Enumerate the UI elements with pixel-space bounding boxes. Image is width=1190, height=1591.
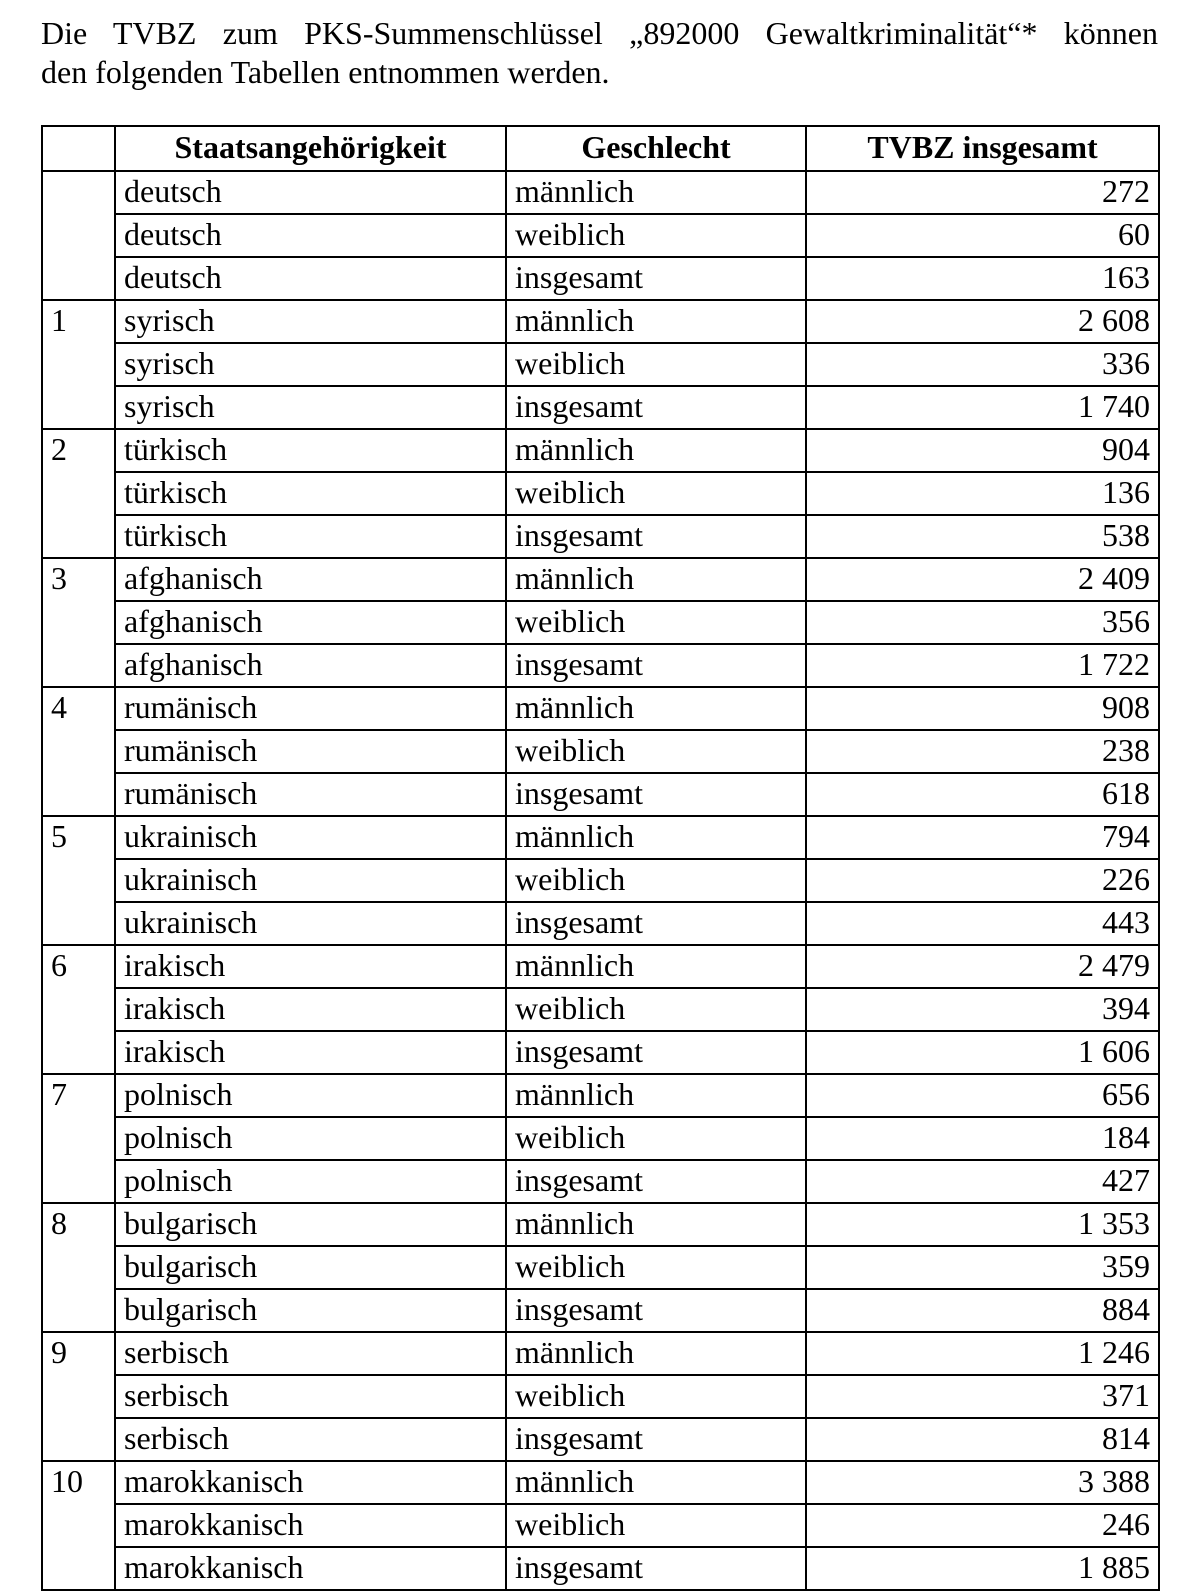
nationality-cell: afghanisch xyxy=(115,644,506,687)
nationality-cell: irakisch xyxy=(115,945,506,988)
value-cell: 356 xyxy=(806,601,1159,644)
gender-cell: insgesamt xyxy=(506,644,806,687)
value-cell: 814 xyxy=(806,1418,1159,1461)
value-cell: 538 xyxy=(806,515,1159,558)
value-cell: 443 xyxy=(806,902,1159,945)
nationality-cell: afghanisch xyxy=(115,558,506,601)
table-row xyxy=(42,1031,1159,1074)
nationality-cell: bulgarisch xyxy=(115,1203,506,1246)
nationality-cell: afghanisch xyxy=(115,601,506,644)
gender-cell: insgesamt xyxy=(506,257,806,300)
gender-cell: insgesamt xyxy=(506,1547,806,1590)
intro-paragraph xyxy=(41,14,1158,92)
nationality-cell: türkisch xyxy=(115,429,506,472)
nationality-cell: bulgarisch xyxy=(115,1289,506,1332)
table-row xyxy=(42,1117,1159,1160)
table-row xyxy=(42,945,1159,988)
row-number-cell xyxy=(42,171,115,300)
nationality-cell: rumänisch xyxy=(115,687,506,730)
table-row xyxy=(42,1504,1159,1547)
row-number-cell: 10 xyxy=(42,1461,115,1590)
value-cell: 884 xyxy=(806,1289,1159,1332)
gender-cell: insgesamt xyxy=(506,1289,806,1332)
value-cell: 1 606 xyxy=(806,1031,1159,1074)
value-cell: 163 xyxy=(806,257,1159,300)
table-row xyxy=(42,687,1159,730)
table-row xyxy=(42,644,1159,687)
value-cell: 246 xyxy=(806,1504,1159,1547)
gender-cell: insgesamt xyxy=(506,773,806,816)
header-row xyxy=(42,126,1159,171)
gender-cell: weiblich xyxy=(506,1117,806,1160)
value-cell: 226 xyxy=(806,859,1159,902)
table-row xyxy=(42,1418,1159,1461)
row-number-cell: 7 xyxy=(42,1074,115,1203)
col-header-gender: Geschlecht xyxy=(506,126,806,171)
nationality-cell: polnisch xyxy=(115,1160,506,1203)
value-cell: 656 xyxy=(806,1074,1159,1117)
gender-cell: männlich xyxy=(506,1203,806,1246)
nationality-cell: polnisch xyxy=(115,1117,506,1160)
nationality-cell: marokkanisch xyxy=(115,1461,506,1504)
nationality-cell: türkisch xyxy=(115,472,506,515)
value-cell: 2 479 xyxy=(806,945,1159,988)
gender-cell: weiblich xyxy=(506,730,806,773)
gender-cell: insgesamt xyxy=(506,515,806,558)
table-row xyxy=(42,816,1159,859)
table-row xyxy=(42,386,1159,429)
table-row xyxy=(42,859,1159,902)
gender-cell: weiblich xyxy=(506,343,806,386)
value-cell: 136 xyxy=(806,472,1159,515)
nationality-cell: bulgarisch xyxy=(115,1246,506,1289)
value-cell: 427 xyxy=(806,1160,1159,1203)
intro-line-1: Die TVBZ zum PKS-Summenschlüssel „892000 Gewaltkriminalität“* können xyxy=(41,15,1158,51)
table-row xyxy=(42,988,1159,1031)
table-row xyxy=(42,429,1159,472)
gender-cell: weiblich xyxy=(506,1504,806,1547)
table-row xyxy=(42,902,1159,945)
table-row xyxy=(42,1375,1159,1418)
nationality-cell: ukrainisch xyxy=(115,902,506,945)
row-number-cell: 8 xyxy=(42,1203,115,1332)
nationality-cell: irakisch xyxy=(115,1031,506,1074)
gender-cell: männlich xyxy=(506,1461,806,1504)
nationality-cell: rumänisch xyxy=(115,773,506,816)
value-cell: 1 740 xyxy=(806,386,1159,429)
table-row xyxy=(42,730,1159,773)
table-row xyxy=(42,1461,1159,1504)
row-number-cell: 5 xyxy=(42,816,115,945)
value-cell: 3 388 xyxy=(806,1461,1159,1504)
table-row xyxy=(42,558,1159,601)
gender-cell: männlich xyxy=(506,816,806,859)
value-cell: 394 xyxy=(806,988,1159,1031)
gender-cell: männlich xyxy=(506,558,806,601)
gender-cell: männlich xyxy=(506,687,806,730)
row-number-cell: 2 xyxy=(42,429,115,558)
table-row xyxy=(42,472,1159,515)
gender-cell: männlich xyxy=(506,1332,806,1375)
gender-cell: männlich xyxy=(506,429,806,472)
table-row xyxy=(42,515,1159,558)
nationality-cell: türkisch xyxy=(115,515,506,558)
gender-cell: insgesamt xyxy=(506,386,806,429)
nationality-cell: deutsch xyxy=(115,257,506,300)
value-cell: 371 xyxy=(806,1375,1159,1418)
value-cell: 359 xyxy=(806,1246,1159,1289)
nationality-cell: ukrainisch xyxy=(115,859,506,902)
gender-cell: männlich xyxy=(506,171,806,214)
table-row xyxy=(42,343,1159,386)
value-cell: 1 353 xyxy=(806,1203,1159,1246)
gender-cell: insgesamt xyxy=(506,1160,806,1203)
table-row xyxy=(42,171,1159,214)
value-cell: 904 xyxy=(806,429,1159,472)
value-cell: 1 885 xyxy=(806,1547,1159,1590)
row-number-cell: 1 xyxy=(42,300,115,429)
gender-cell: weiblich xyxy=(506,601,806,644)
gender-cell: insgesamt xyxy=(506,1418,806,1461)
table-row xyxy=(42,1332,1159,1375)
gender-cell: weiblich xyxy=(506,1375,806,1418)
tvbz-table xyxy=(41,125,1160,1591)
nationality-cell: syrisch xyxy=(115,343,506,386)
nationality-cell: syrisch xyxy=(115,386,506,429)
table-row xyxy=(42,257,1159,300)
row-number-cell: 9 xyxy=(42,1332,115,1461)
row-number-cell: 6 xyxy=(42,945,115,1074)
gender-cell: männlich xyxy=(506,945,806,988)
nationality-cell: marokkanisch xyxy=(115,1504,506,1547)
table-row xyxy=(42,300,1159,343)
nationality-cell: serbisch xyxy=(115,1375,506,1418)
nationality-cell: irakisch xyxy=(115,988,506,1031)
nationality-cell: serbisch xyxy=(115,1418,506,1461)
value-cell: 272 xyxy=(806,171,1159,214)
gender-cell: insgesamt xyxy=(506,902,806,945)
table-row xyxy=(42,1289,1159,1332)
table-row xyxy=(42,1547,1159,1590)
gender-cell: weiblich xyxy=(506,988,806,1031)
value-cell: 1 246 xyxy=(806,1332,1159,1375)
table-row xyxy=(42,214,1159,257)
gender-cell: weiblich xyxy=(506,859,806,902)
value-cell: 908 xyxy=(806,687,1159,730)
table-row xyxy=(42,1246,1159,1289)
table-row xyxy=(42,1203,1159,1246)
nationality-cell: deutsch xyxy=(115,214,506,257)
table-row xyxy=(42,1160,1159,1203)
table-row xyxy=(42,1074,1159,1117)
nationality-cell: polnisch xyxy=(115,1074,506,1117)
table-row xyxy=(42,601,1159,644)
col-header-index xyxy=(42,126,115,171)
row-number-cell: 3 xyxy=(42,558,115,687)
gender-cell: männlich xyxy=(506,1074,806,1117)
value-cell: 1 722 xyxy=(806,644,1159,687)
nationality-cell: rumänisch xyxy=(115,730,506,773)
gender-cell: weiblich xyxy=(506,214,806,257)
intro-line-2: den folgenden Tabellen entnommen werden. xyxy=(41,54,610,90)
value-cell: 794 xyxy=(806,816,1159,859)
value-cell: 184 xyxy=(806,1117,1159,1160)
nationality-cell: syrisch xyxy=(115,300,506,343)
value-cell: 336 xyxy=(806,343,1159,386)
nationality-cell: marokkanisch xyxy=(115,1547,506,1590)
value-cell: 2 608 xyxy=(806,300,1159,343)
nationality-cell: deutsch xyxy=(115,171,506,214)
gender-cell: weiblich xyxy=(506,1246,806,1289)
value-cell: 2 409 xyxy=(806,558,1159,601)
gender-cell: insgesamt xyxy=(506,1031,806,1074)
table-row xyxy=(42,773,1159,816)
gender-cell: weiblich xyxy=(506,472,806,515)
nationality-cell: serbisch xyxy=(115,1332,506,1375)
value-cell: 60 xyxy=(806,214,1159,257)
value-cell: 238 xyxy=(806,730,1159,773)
col-header-tvbz: TVBZ insgesamt xyxy=(806,126,1159,171)
value-cell: 618 xyxy=(806,773,1159,816)
nationality-cell: ukrainisch xyxy=(115,816,506,859)
gender-cell: männlich xyxy=(506,300,806,343)
col-header-nationality: Staatsangehörigkeit xyxy=(115,126,506,171)
row-number-cell: 4 xyxy=(42,687,115,816)
